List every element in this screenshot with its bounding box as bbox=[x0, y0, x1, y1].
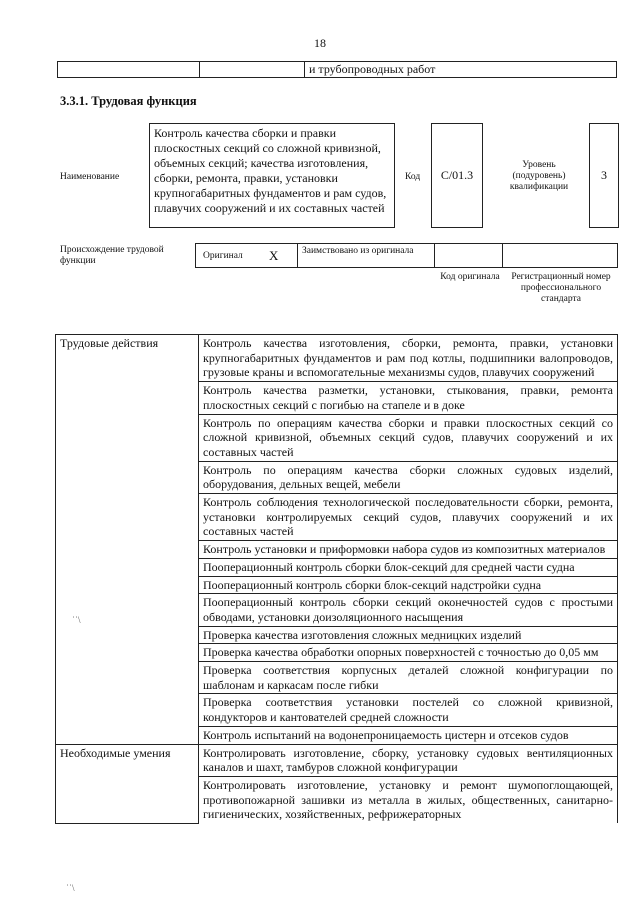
labor-action-item: Пооперационный контроль сборки блок-секций для средней части судна bbox=[199, 558, 618, 576]
labor-action-item: Проверка качества обработки опорных поверхностей с точностью до 0,05 мм bbox=[199, 644, 618, 662]
top-cell-2 bbox=[200, 62, 305, 78]
labor-action-item: Контроль качества разметки, установки, стыкования, правки, ремонта плоскостных секций с погибью на стапеле и в доке bbox=[199, 382, 618, 414]
code-label: Код bbox=[405, 172, 421, 182]
top-cell-1 bbox=[58, 62, 200, 78]
scan-mark: ˙˙\ bbox=[72, 615, 81, 625]
divider bbox=[502, 243, 503, 268]
labor-actions-label: Трудовые действия bbox=[56, 335, 199, 745]
origin-label: Происхождение трудовой функции bbox=[60, 245, 164, 266]
labor-action-item: Контроль испытаний на водонепроницаемость цистерн и отсеков судов bbox=[199, 726, 618, 744]
labor-action-item: Проверка соответствия корпусных деталей сложной конфигурации по шаблонам и каркасам после гибки bbox=[199, 662, 618, 694]
labor-action-item: Контроль установки и приформовки набора судов из композитных материалов bbox=[199, 541, 618, 559]
origin-table bbox=[195, 243, 618, 268]
labor-action-item: Пооперационный контроль сборки блок-секций надстройки судна bbox=[199, 576, 618, 594]
original-mark: X bbox=[269, 248, 279, 263]
code-value: C/01.3 bbox=[431, 123, 483, 228]
level-label: Уровень (подуровень) квалификации bbox=[509, 160, 569, 192]
reg-number-caption: Регистрационный номер профессионального стандарта bbox=[511, 272, 611, 304]
labor-action-item: Контроль соблюдения технологической последовательности сборки, ремонта, установки контролируемых секций судов, плавучих сооружений и их составных частей bbox=[199, 494, 618, 541]
top-table-row bbox=[57, 61, 617, 78]
skills-label: Необходимые умения bbox=[56, 744, 199, 823]
original-label: Оригинал bbox=[203, 251, 243, 261]
labor-action-item: Контроль качества изготовления, сборки, ремонта, правки, установки крупногабаритных фундаментов и рам под котлы, подшипники валопроводов, грузовые краны и вспомогательные механизмы судов, плавучих сооружений bbox=[199, 335, 618, 382]
labor-action-item: Пооперационный контроль сборки секций оконечностей судов с простыми обводами, установки доизоляционного насыщения bbox=[199, 594, 618, 626]
divider bbox=[434, 243, 435, 268]
borrowed-label: Заимствовано из оригинала bbox=[302, 246, 414, 256]
scan-mark: ˙˙\ bbox=[66, 883, 75, 893]
labor-action-item: Проверка качества изготовления сложных медницких изделий bbox=[199, 626, 618, 644]
labor-action-item: Контроль по операциям качества сборки и правки плоскостных секций со сложной кривизной, объемных секций судов, плавучих сооружений и их составных частей bbox=[199, 414, 618, 461]
top-cell-3: и трубопроводных работ bbox=[305, 62, 617, 78]
divider bbox=[297, 243, 298, 268]
function-name: Контроль качества сборки и правки плоскостных секций со сложной кривизной, объемных секций; качества изготовления, сборки, ремонта, правки, установки крупногабаритных фундаментов и рам судов, плавучих сооружений и их составных частей bbox=[149, 123, 395, 228]
level-value: 3 bbox=[589, 123, 619, 228]
labor-action-item: Контроль по операциям качества сборки сложных судовых изделий, оборудования, дельных вещей, мебели bbox=[199, 461, 618, 493]
labor-action-item: Проверка соответствия установки постелей со сложной кривизной, кондукторов и кантователей средней сложности bbox=[199, 694, 618, 726]
functions-table bbox=[55, 334, 618, 824]
code-original-caption: Код оригинала bbox=[440, 272, 500, 282]
section-title: 3.3.1. Трудовая функция bbox=[60, 94, 197, 108]
skill-item: Контролировать изготовление, сборку, установку судовых вентиляционных каналов и шахт, тамбуров сложной конфигурации bbox=[199, 744, 618, 776]
skill-item: Контролировать изготовление, установку и ремонт шумопоглощающей, противопожарной зашивки из металла в жилых, общественных, санитарно-гигиенических, хозяйственных, рефрижераторных bbox=[199, 776, 618, 823]
name-label: Наименование bbox=[60, 172, 120, 182]
page-number: 18 bbox=[314, 36, 326, 50]
